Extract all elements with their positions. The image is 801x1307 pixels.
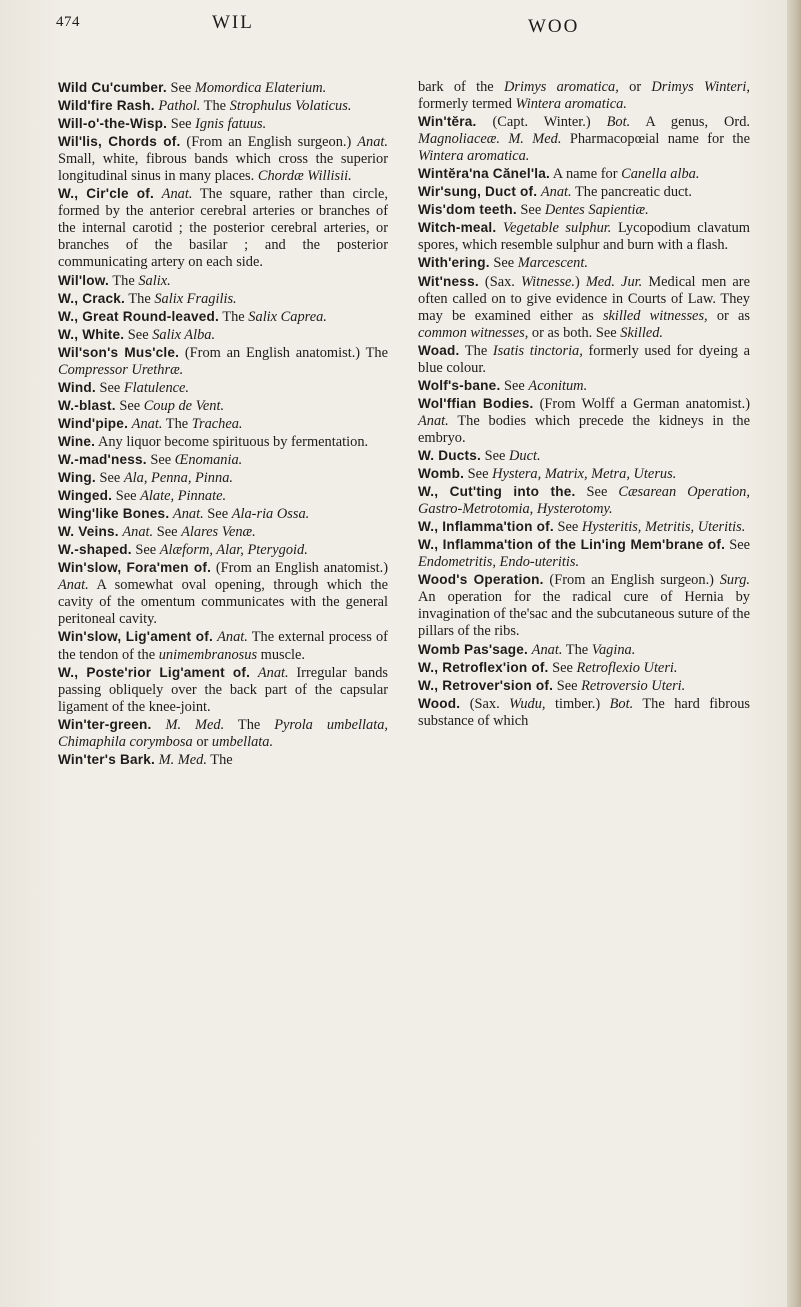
entry-headword: Wintĕra'na Cănel'la. — [418, 166, 550, 182]
entry-headword: Wolf's-bane. — [418, 377, 501, 393]
entry-text: Anat. — [217, 629, 248, 646]
entry-text: formerly termed — [418, 96, 516, 113]
dictionary-entry — [418, 518, 750, 536]
entry-text: Wintera aromatica. — [515, 96, 627, 113]
entry-text: (From an English surgeon.) — [186, 134, 358, 151]
dictionary-entry — [418, 342, 750, 377]
entry-text: Anat. — [131, 415, 163, 432]
entry-headword: Woad. — [418, 342, 460, 358]
entry-headword: Wind. — [58, 379, 96, 395]
dictionary-entry — [58, 541, 388, 559]
entry-headword: Wir'sung, Duct of. — [418, 184, 538, 200]
entry-headword: Wing. — [58, 470, 96, 486]
entry-text: See — [127, 326, 153, 343]
entry-text: Cæsarean Operation, Gastro-Metrotomia, Hysterotomy. — [418, 484, 750, 518]
entry-text: Strophulus Volaticus. — [229, 98, 352, 115]
entry-text: A genus, Ord. — [630, 114, 750, 131]
entry-text: M. Med. — [165, 716, 225, 733]
entry-text: Irregular bands passing obliquely over the back part of the capsular ligament of the knee-joint. — [58, 664, 388, 715]
entry-text: Bot. — [609, 695, 634, 712]
dictionary-entry — [418, 483, 750, 518]
right-column — [418, 79, 750, 730]
entry-text: See — [586, 484, 619, 501]
entry-text: The — [206, 751, 233, 768]
entry-text: Anat. — [172, 506, 204, 523]
entry-headword: W., Poste'rior Lig'ament of. — [58, 664, 251, 680]
dictionary-entry — [58, 469, 388, 487]
entry-text: Anat. — [122, 524, 154, 541]
entry-headword: Wol'ffian Bodies. — [418, 395, 534, 411]
entry-text: Salix Alba. — [152, 326, 216, 343]
entry-text: The bodies which precede the kidneys in the embryo. — [418, 412, 750, 446]
entry-headword: Win'tĕra. — [418, 114, 477, 130]
entry-text: Ala-ria Ossa. — [231, 506, 310, 523]
entry-text: Small, white, fibrous bands which cross the superior longitudinal sinus in many places. — [58, 151, 388, 185]
entry-text: (From Wolff a German anatomist.) — [539, 395, 750, 412]
entry-text: (Sax. — [484, 273, 521, 290]
entry-text: See — [729, 537, 750, 554]
entry-text: Retroflexio Uteri. — [576, 659, 678, 676]
entry-text: The pancreatic duct. — [571, 184, 693, 201]
entry-text: Momordica Elaterium. — [194, 80, 327, 96]
entry-text: or as — [707, 307, 750, 324]
entry-text: muscle. — [257, 646, 306, 663]
entry-text: The — [222, 308, 249, 325]
entry-headword: Win'ter-green. — [58, 716, 152, 732]
entry-text: The — [112, 272, 139, 289]
entry-headword: W., Retroflex'ion of. — [418, 659, 549, 675]
dictionary-entry — [58, 379, 388, 397]
entry-headword: Wit'ness. — [418, 273, 479, 289]
entry-text: Pathol. — [158, 98, 201, 115]
dictionary-entry — [58, 185, 388, 271]
entry-headword: Wil'son's Mus'cle. — [58, 344, 180, 360]
entry-text: See — [504, 377, 529, 394]
entry-headword: Win'slow, Fora'men of. — [58, 560, 212, 576]
entry-text: Isatis tinctoria, — [492, 342, 583, 359]
entry-text: See — [170, 116, 196, 133]
entry-text: The — [128, 290, 155, 307]
entry-text: Witnesse. — [520, 273, 575, 290]
entry-text: (Capt. Winter.) — [492, 114, 607, 131]
entry-text: or as both. See — [528, 324, 621, 341]
entry-text: See — [493, 255, 518, 272]
entry-text: Flatulence. — [123, 379, 190, 396]
entry-text: See — [556, 677, 582, 694]
dictionary-entry — [418, 465, 750, 483]
dictionary-entry — [58, 308, 388, 326]
entry-text: Skilled. — [620, 324, 664, 341]
entry-headword: Wild'fire Rash. — [58, 98, 155, 114]
entry-text: Hystera, Matrix, Metra, Uterus. — [492, 466, 677, 483]
entry-text: The square, rather than circle, formed by the anterior cerebral arteries or branches of the internal carotid ; the posterior cerebral arteries, or branches of the basilar ; and the posterior communicating artery on each side. — [58, 186, 388, 271]
dictionary-entry — [58, 716, 388, 751]
entry-text: or — [618, 79, 652, 95]
entry-text: Drimys Winteri, — [651, 79, 751, 95]
dictionary-entry — [58, 523, 388, 541]
dictionary-entry — [58, 415, 388, 433]
entry-headword: W. Ducts. — [418, 447, 481, 463]
entry-text: Wintera aromatica. — [418, 148, 530, 165]
entry-text: Anat. — [531, 641, 563, 658]
entry-text: common witnesses, — [418, 324, 529, 341]
dictionary-entry — [418, 377, 750, 395]
left-column — [58, 79, 388, 769]
entry-text: Trachea. — [191, 415, 243, 432]
dictionary-entry — [58, 272, 388, 290]
entry-text: See — [99, 470, 124, 487]
entry-text: Alares Venæ. — [181, 524, 256, 541]
entry-headword: Wood's Operation. — [418, 572, 544, 588]
entry-text: Alate, Pinnate. — [140, 488, 227, 505]
entry-text: M. Med. — [158, 751, 207, 768]
entry-text: Compressor Urethræ. — [58, 361, 184, 378]
entry-text: Anat. — [257, 664, 289, 681]
entry-text: Chordæ Willisii. — [257, 168, 352, 185]
entry-text: See — [552, 659, 577, 676]
dictionary-entry — [58, 79, 388, 97]
entry-text: skilled witnesses, — [602, 307, 708, 324]
dictionary-entry — [58, 344, 388, 379]
entry-text: Anat. — [540, 184, 572, 201]
entry-text: See — [170, 80, 195, 96]
entry-headword: Wis'dom teeth. — [418, 202, 517, 218]
dictionary-entry — [418, 219, 750, 254]
dictionary-entry — [418, 536, 750, 571]
entry-text: or — [192, 733, 212, 750]
entry-text: formerly used for dyeing a blue colour. — [418, 342, 750, 376]
entry-text: bark of the — [418, 79, 504, 95]
entry-text: The — [464, 342, 493, 359]
entry-text: M. Med. — [508, 131, 562, 148]
dictionary-entry — [418, 183, 750, 201]
entry-text: Marcescent. — [517, 255, 588, 272]
dictionary-entry — [418, 447, 750, 465]
dictionary-entry — [58, 487, 388, 505]
entry-text: The — [562, 641, 592, 658]
entry-text: Anat. — [161, 186, 193, 203]
dictionary-entry — [418, 201, 750, 219]
right-running-head: WOO — [528, 16, 580, 37]
dictionary-entry — [58, 559, 388, 628]
entry-text: Coup de Vent. — [143, 397, 225, 414]
entry-text: See — [467, 466, 493, 483]
dictionary-entry — [58, 451, 388, 469]
entry-text: Medical men are often called on to give evidence in Courts of Law. They may be examined either as — [418, 273, 750, 324]
entry-text: Pyrola umbellata, Chimaphila corymbosa — [58, 716, 388, 750]
entry-headword: W., Inflamma'tion of. — [418, 519, 554, 535]
entry-headword: Wil'lis, Chords of. — [58, 134, 181, 150]
entry-text: Med. Jur. — [585, 273, 643, 290]
entry-text: unimembranosus — [158, 646, 258, 663]
entry-headword: Wood. — [418, 695, 461, 711]
entry-headword: Will-o'-the-Wisp. — [58, 116, 168, 132]
entry-headword: W., Great Round-leaved. — [58, 308, 219, 324]
entry-text: Ignis fatuus. — [195, 116, 267, 133]
dictionary-entry — [58, 664, 388, 716]
page-edge — [787, 0, 801, 1307]
dictionary-entry — [58, 290, 388, 308]
dictionary-entry — [58, 115, 388, 133]
entry-text: See — [99, 379, 124, 396]
entry-text: Endometritis, Endo-uteritis. — [418, 554, 580, 571]
entry-text: See — [557, 519, 582, 536]
entry-headword: Winged. — [58, 488, 113, 504]
entry-headword: Wing'like Bones. — [58, 506, 170, 522]
entry-text: The — [200, 98, 230, 115]
entry-text: Duct. — [508, 447, 541, 464]
left-running-head: WIL — [212, 12, 254, 33]
entry-headword: W., Cut'ting into the. — [418, 484, 576, 500]
entry-text: Canella alba. — [621, 166, 700, 183]
entry-text: Vegetable sulphur. — [502, 220, 612, 237]
entry-text: The — [162, 415, 192, 432]
entry-text: Anat. — [58, 577, 89, 594]
entry-headword: Win'slow, Lig'ament of. — [58, 629, 213, 645]
entry-text: The hard fibrous substance of which — [418, 695, 750, 729]
entry-headword: With'ering. — [418, 255, 490, 271]
entry-text: Ala, Penna, Pinna. — [123, 470, 233, 487]
entry-headword: W.-mad'ness. — [58, 451, 147, 467]
dictionary-entry — [418, 79, 750, 113]
entry-text: Pharmacopœial name for the — [561, 131, 750, 148]
entry-headword: Wine. — [58, 433, 96, 449]
entry-headword: Wind'pipe. — [58, 415, 129, 431]
dictionary-entry — [58, 751, 388, 769]
entry-headword: W., Cir'cle of. — [58, 186, 154, 202]
dictionary-entry — [58, 433, 388, 451]
dictionary-entry — [418, 273, 750, 342]
entry-text: Vagina. — [591, 641, 636, 658]
entry-headword: Wild Cu'cumber. — [58, 80, 167, 95]
entry-text: Anat. — [418, 412, 449, 429]
entry-headword: W.-shaped. — [58, 542, 132, 558]
dictionary-entry — [418, 165, 750, 183]
dictionary-entry — [58, 133, 388, 185]
entry-text: The — [224, 716, 275, 733]
dictionary-entry — [58, 97, 388, 115]
entry-text: Dentes Sapientiæ. — [544, 202, 649, 219]
entry-headword: Win'ter's Bark. — [58, 751, 155, 767]
entry-text: Magnoliaceæ. — [418, 131, 500, 148]
entry-text: Drimys aromatica, — [503, 79, 619, 95]
entry-text: See — [119, 397, 144, 414]
entry-text: Alæform, Alar, Pterygoid. — [159, 542, 308, 559]
running-header — [0, 6, 801, 42]
entry-text: See — [203, 506, 232, 523]
dictionary-entry — [418, 395, 750, 447]
entry-text: See — [115, 488, 141, 505]
entry-headword: W.-blast. — [58, 397, 116, 413]
entry-text: Anat. — [357, 134, 388, 151]
dictionary-entry — [418, 695, 750, 730]
entry-text: (From an English anatomist.) — [215, 560, 388, 577]
entry-text: See — [484, 447, 509, 464]
entry-text: Lycopodium clavatum spores, which resemble sulphur and burn with a flash. — [418, 220, 750, 254]
entry-text: A somewhat oval opening, through which the cavity of the omentum communicates with the general peritoneal cavity. — [58, 577, 388, 628]
dictionary-entry — [418, 659, 750, 677]
entry-text: Any liquor become spirituous by fermentation. — [97, 433, 369, 450]
entry-headword: Witch-meal. — [418, 220, 497, 236]
dictionary-entry — [58, 505, 388, 523]
entry-text: Wudu, — [509, 695, 546, 712]
dictionary-entry — [418, 113, 750, 165]
entry-text: Salix Fragilis. — [154, 290, 237, 307]
entry-headword: W., Crack. — [58, 290, 125, 306]
dictionary-entry — [58, 326, 388, 344]
entry-text: Bot. — [606, 114, 631, 131]
page-number: 474 — [56, 14, 80, 30]
entry-text: Surg. — [719, 572, 750, 589]
entry-headword: W., White. — [58, 326, 125, 342]
entry-text: (Sax. — [469, 695, 510, 712]
entry-headword: W., Retrover'sion of. — [418, 677, 554, 693]
entry-text: See — [150, 451, 175, 468]
dictionary-entry — [418, 677, 750, 695]
dictionary-entry — [58, 628, 388, 663]
entry-text: timber.) — [545, 695, 610, 712]
entry-text: See — [135, 542, 160, 559]
entry-text: Retroversio Uteri. — [581, 677, 686, 694]
entry-text: (From an English anatomist.) The — [184, 344, 388, 361]
dictionary-entry — [418, 571, 750, 640]
dictionary-entry — [58, 397, 388, 415]
entry-headword: Wil'low. — [58, 272, 110, 288]
entry-text: ) — [574, 273, 586, 290]
entry-text: The external process of the tendon of the — [58, 629, 388, 663]
entry-text: An operation for the radical cure of Hernia by invagination of the'sac and the subcutaneous suture of the pillars of the ribs. — [418, 589, 750, 640]
entry-headword: Womb Pas'sage. — [418, 641, 529, 657]
entry-headword: W. Veins. — [58, 524, 119, 540]
entry-text: See — [153, 524, 182, 541]
entry-text: A name for — [552, 166, 622, 183]
dictionary-entry — [418, 254, 750, 272]
entry-text: umbellata. — [211, 733, 274, 750]
entry-headword: Womb. — [418, 466, 465, 482]
entry-text: (From an English surgeon.) — [549, 572, 720, 589]
dictionary-entry — [418, 641, 750, 659]
entry-text: See — [520, 202, 545, 219]
entry-headword: W., Inflamma'tion of the Lin'ing Mem'brane of. — [418, 537, 726, 553]
entry-text: Salix. — [138, 272, 171, 289]
entry-text: Œnomania. — [174, 451, 243, 468]
entry-text: Salix Caprea. — [248, 308, 327, 325]
entry-text: Aconitum. — [528, 377, 588, 394]
entry-text: Hysteritis, Metritis, Uteritis. — [581, 519, 746, 536]
